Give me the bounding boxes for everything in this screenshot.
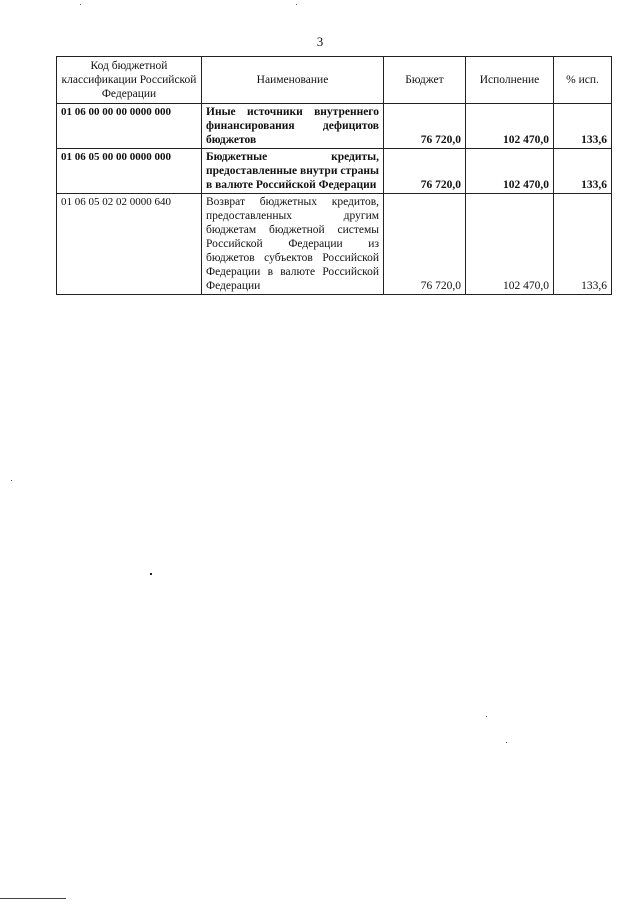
table-body bbox=[57, 104, 612, 295]
row-budget: 76 720,0 bbox=[384, 104, 466, 149]
header-percent: % исп. bbox=[554, 57, 612, 104]
scan-speck bbox=[296, 4, 297, 5]
table-header-row bbox=[57, 57, 612, 104]
row-name: Бюджетные кредиты, предоставленные внутри страны в валюте Российской Федерации bbox=[202, 149, 384, 194]
row-code: 01 06 00 00 00 0000 000 bbox=[57, 104, 202, 149]
row-percent: 133,6 bbox=[554, 104, 612, 149]
row-budget: 76 720,0 bbox=[384, 149, 466, 194]
footer-rule bbox=[0, 898, 66, 899]
table-row bbox=[57, 104, 612, 149]
page-number: 3 bbox=[316, 34, 324, 49]
row-budget: 76 720,0 bbox=[384, 194, 466, 295]
scan-speck bbox=[150, 573, 152, 575]
row-percent: 133,6 bbox=[554, 194, 612, 295]
row-execution: 102 470,0 bbox=[466, 194, 554, 295]
row-execution: 102 470,0 bbox=[466, 149, 554, 194]
row-code: 01 06 05 00 00 0000 000 bbox=[57, 149, 202, 194]
header-code: Код бюджетной классификации Российской Федерации bbox=[57, 57, 202, 104]
scan-speck bbox=[486, 716, 487, 717]
row-code: 01 06 05 02 02 0000 640 bbox=[57, 194, 202, 295]
scan-speck bbox=[11, 480, 12, 481]
budget-sources-table bbox=[56, 56, 612, 295]
table-row bbox=[57, 149, 612, 194]
table-row bbox=[57, 194, 612, 295]
row-name: Иные источники внутреннего финансирования дефицитов бюджетов bbox=[202, 104, 384, 149]
scan-speck bbox=[506, 742, 507, 743]
table-header bbox=[57, 57, 612, 104]
row-name: Возврат бюджетных кредитов, предоставленных другим бюджетам бюджетной системы Российской Федерации из бюджетов субъектов Российской Федерации в валюте Российской Федерации bbox=[202, 194, 384, 295]
header-budget: Бюджет bbox=[384, 57, 466, 104]
row-percent: 133,6 bbox=[554, 149, 612, 194]
header-execution: Исполнение bbox=[466, 57, 554, 104]
scan-speck bbox=[80, 4, 81, 5]
row-execution: 102 470,0 bbox=[466, 104, 554, 149]
header-name: Наименование bbox=[202, 57, 384, 104]
